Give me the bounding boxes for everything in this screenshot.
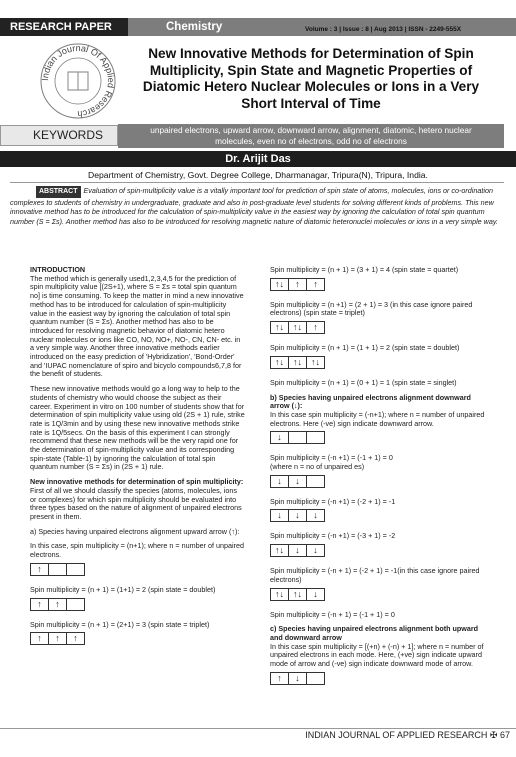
equation: Spin multiplicity = (n + 1) = (1+1) = 2 (spin state = doublet) [30, 584, 216, 594]
equation: Spin multiplicity = (-n + 1) = (-2 + 1) = -1(in this case ignore paired electrons) [270, 566, 480, 584]
orbital-boxes: ↑ ↓ [270, 672, 492, 685]
section-label: RESEARCH PAPER [0, 18, 128, 36]
orbital-boxes: ↓ [270, 431, 492, 444]
section-heading: INTRODUCTION [30, 265, 86, 274]
author-name: Dr. Arijit Das [225, 153, 291, 165]
subsection-heading: c) Species having unpaired electrons alignment both upward and downward arrow [270, 624, 479, 642]
keywords-text: unpaired electrons, upward arrow, downward arrow, alignment, diatomic, hetero nuclear molecules, even no of electrons, odd no of electrons [118, 124, 504, 148]
section-heading: New innovative methods for determination of spin multiplicity: [30, 477, 244, 487]
abstract [10, 186, 504, 226]
equation: Spin multiplicity = (n + 1) = (1 + 1) = 2 (spin state = doublet) [270, 343, 460, 353]
orbital-boxes: ↓ ↓ [270, 475, 492, 488]
orbital-boxes: ↑↓ ↑↓ ↑↓ [270, 356, 492, 369]
equation: Spin multiplicity = (-n +1) = (-2 + 1) = -1 [270, 496, 396, 506]
abstract-label: ABSTRACT [36, 186, 81, 198]
paragraph: First of all we should classify the species (atoms, molecules, ions or complexes) for which spin multiplicity should be evaluated into three types based on the nature of alignment of unpaired electrons present in them. [30, 485, 242, 521]
divider [10, 182, 504, 183]
column-right [270, 266, 492, 689]
page-number: 67 [499, 730, 510, 740]
equation: Spin multiplicity = (n + 1) = (0 + 1) = 1 (spin state = singlet) [270, 377, 457, 387]
orbital-boxes: ↑↓ ↑↓ ↓ [270, 588, 492, 601]
orbital-boxes: ↑ ↑ [30, 598, 245, 611]
orbital-boxes: ↑ [30, 563, 245, 576]
orbital-boxes: ↑↓ ↓ ↓ [270, 544, 492, 557]
equation: Spin multiplicity = (-n + 1) = (-1 + 1) = 0 [270, 609, 395, 619]
equation: Spin multiplicity = (-n +1) = (-3 + 1) = -2 [270, 531, 396, 541]
paper-title: New Innovative Methods for Determination of Spin Multiplicity, Spin State and Magnetic Properties of Diatomic Hetero Nuclear Molecules or Ions in a Very Short Interval of Time [142, 46, 480, 111]
column-left [30, 266, 245, 649]
subsection-heading: b) Species having unpaired electrons alignment downward arrow (↓): [270, 392, 471, 411]
equation: Spin multiplicity = (n + 1) = (3 + 1) = 4 (spin state = quartet) [270, 265, 459, 274]
equation: Spin multiplicity = (-n +1) = (-1 + 1) = 0 [270, 453, 393, 463]
keywords-label: KEYWORDS [0, 125, 118, 146]
paragraph: These new innovative methods would go a long way to help to the students of chemistry who would choose the subject as their career. Experiment in vitro on 100 number of students show that for determination of spin multiplicity value using old (2S + 1) rule, strike rate is 1Q/3min and by using these new innovative methods strike rate is 1Q/5secs. On the basis of this experiment I can strongly recommend that these new methods will be the very rapid one for the determination of spin-multiplicity value and its corresponding spin-state (Table-1) by ignoring the calculation of total spin quantum number (S = Σs) in (2S + 1) rule. [30, 384, 245, 472]
orbital-boxes: ↓ ↓ ↓ [270, 509, 492, 522]
abstract-text: Evaluation of spin-multiplicity value is a vitally important tool for prediction of spin state of atoms, molecules, ions or co-ordination complexes to students of chemistry in undergraduate, graduate and also in post-graduate level students for solving different kinds of problems. This new innovative method has to be introduced for the calculation of spin-multiplicity value in the easiest way by ignoring the calculation of total spin quantum number (S = Σs). Another method has also to be introduced for resolving magnetic nature of diatomic heteronuclei molecules or ions in a very simple way. [10, 186, 498, 226]
subsection-heading: a) Species having unpaired electrons alignment upward arrow (↑): [30, 526, 240, 536]
paragraph: In this case spin multiplicity = (-n+1); where n = number of unpaired electrons. Here (-ve) sign indicate downward arrow. [270, 409, 485, 428]
footer-journal: INDIAN JOURNAL OF APPLIED RESEARCH [305, 730, 488, 740]
paragraph: The method which is generally used1,2,3,4,5 for the prediction of spin multiplicity value [(2S+1), where S = Σs = total spin quantum no] is time consuming. To keep the matter in mind a new innovative method has to be introduced for calculation of spin-multiplicity value in the easiest way by ignoring the calculation of total spin quantum number (S = Σs). Another method has also to be introduced for resolving magnetic behavior of diatomic hetero nuclear molecules or ions like CO, NO, NO+, NO-, CN, CN- etc. in a very simple way. Another three innovative methods earlier introduced on the easy prediction of 'Hybridization', 'Bond-Order' and 'IUPAC nomenclature of spiro and bicyclo compounds6,7,8 for the benefit of students. [30, 273, 244, 379]
subject-label: Chemistry [166, 21, 223, 33]
footer-divider [0, 728, 516, 729]
paragraph: In this case spin multiplicity = [(+n) + (-n) + 1]; where n = number of unpaired electrons in each mode. Here, (+ve) sign indicate upward mode of arrow and (-ve) sign indicate downward mode of arrow. [270, 641, 484, 669]
footer [250, 730, 510, 741]
journal-logo [33, 42, 123, 120]
orbital-boxes: ↑↓ ↑ ↑ [270, 278, 492, 291]
equation-note: (where n = no of unpaired es) [270, 462, 365, 472]
paragraph: In this case, spin multiplicity = (n+1); where n = number of unpaired electrons. [30, 541, 244, 560]
issue-line: Volume : 3 | Issue : 8 | Aug 2013 | ISSN - 2249-555X [305, 26, 462, 33]
equation: Spin multiplicity = (n + 1) = (2+1) = 3 (spin state = triplet) [30, 619, 210, 629]
logo-text: Indian Journal Of Applied Research [39, 42, 117, 120]
orbital-boxes: ↑↓ ↑↓ ↑ [270, 321, 492, 334]
equation: Spin multiplicity = (n +1) = (2 + 1) = 3 (in this case ignore paired electrons) (spin state = triplet) [270, 299, 473, 318]
orbital-boxes: ↑ ↑ ↑ [30, 632, 245, 645]
footer-symbol-icon: ✠ [489, 730, 498, 740]
author-department: Department of Chemistry, Govt. Degree College, Dharmanagar, Tripura(N), Tripura, India. [88, 170, 428, 180]
